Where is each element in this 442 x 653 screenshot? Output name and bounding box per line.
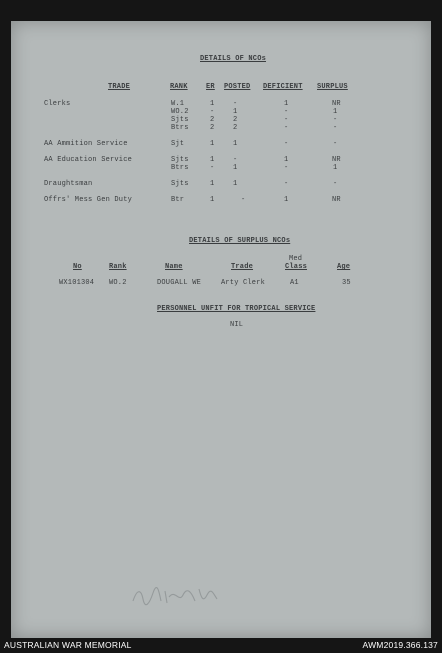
- table-row-deficient: 1: [284, 156, 289, 164]
- table-row-er: 1: [210, 196, 215, 204]
- table-row-trade: Arty Clerk: [221, 279, 266, 287]
- document-page: [11, 21, 431, 638]
- table-row-surplus: -: [333, 140, 338, 148]
- table-row-surplus: 1: [333, 164, 338, 172]
- table-row-surplus: NR: [332, 196, 341, 204]
- section1-title: DETAILS OF NCOs: [200, 55, 267, 63]
- footer-accession-number: AWM2019.366.137: [362, 640, 438, 650]
- table-row-deficient: -: [284, 180, 289, 188]
- table-row-posted: 2: [233, 116, 238, 124]
- header-age: Age: [337, 263, 351, 271]
- table-row-med-class: A1: [290, 279, 299, 287]
- table-row-er: 2: [210, 124, 215, 132]
- table-row-er: 1: [210, 180, 215, 188]
- table-row-trade: AA Education Service: [44, 156, 133, 164]
- table-row-posted: 1: [233, 108, 238, 116]
- table-row-rank: WO.2: [109, 279, 127, 287]
- table-row-rank: Sjt: [171, 140, 185, 148]
- table-row-surplus: NR: [332, 156, 341, 164]
- table-row-posted: 1: [233, 140, 238, 148]
- table-row-er: 1: [210, 100, 215, 108]
- table-row-posted: -: [233, 156, 238, 164]
- signature-mark: [129, 583, 219, 609]
- table-row-posted: -: [241, 196, 246, 204]
- table-row-surplus: 1: [333, 108, 338, 116]
- header-rank: RANK: [170, 83, 188, 91]
- table-row-age: 35: [342, 279, 351, 287]
- header-surplus: SURPLUS: [317, 83, 348, 91]
- table-row-trade: Draughtsman: [44, 180, 93, 188]
- section2-title: DETAILS OF SURPLUS NCOs: [189, 237, 291, 245]
- table-row-er: -: [210, 108, 215, 116]
- table-row-trade: Offrs' Mess Gen Duty: [44, 196, 133, 204]
- header-no: No: [73, 263, 82, 271]
- table-row-rank: Sjts: [171, 156, 189, 164]
- table-row-deficient: 1: [284, 196, 289, 204]
- table-row-posted: -: [233, 100, 238, 108]
- table-row-posted: 1: [233, 180, 238, 188]
- table-row-rank: Sjts: [171, 116, 189, 124]
- table-row-posted: 2: [233, 124, 238, 132]
- table-row-deficient: -: [284, 108, 289, 116]
- table-row-er: 1: [210, 140, 215, 148]
- table-row-rank: Btrs: [171, 164, 189, 172]
- table-row-surplus: -: [333, 180, 338, 188]
- header-er: ER: [206, 83, 215, 91]
- table-row-deficient: 1: [284, 100, 289, 108]
- header-deficient: DEFICIENT: [263, 83, 303, 91]
- section3-title: PERSONNEL UNFIT FOR TROPICAL SERVICE: [157, 305, 316, 313]
- header-rank2: Rank: [109, 263, 127, 271]
- table-row-rank: W.1: [171, 100, 185, 108]
- header-trade: TRADE: [108, 83, 131, 91]
- table-row-surplus: -: [333, 124, 338, 132]
- table-row-name: DOUGALL WE: [157, 279, 202, 287]
- header-med-line1: Med: [289, 255, 303, 263]
- table-row-deficient: -: [284, 140, 289, 148]
- table-row-rank: Btr: [171, 196, 185, 204]
- table-row-deficient: -: [284, 164, 289, 172]
- table-row-trade: AA Ammition Service: [44, 140, 128, 148]
- table-row-er: 2: [210, 116, 215, 124]
- table-row-er: -: [210, 164, 215, 172]
- table-row-er: 1: [210, 156, 215, 164]
- table-row-trade: Clerks: [44, 100, 71, 108]
- section3-value: NIL: [230, 321, 244, 329]
- table-row-rank: WO.2: [171, 108, 189, 116]
- table-row-surplus: NR: [332, 100, 341, 108]
- header-med-line2: Class: [285, 263, 308, 271]
- table-row-deficient: -: [284, 116, 289, 124]
- footer-institution: AUSTRALIAN WAR MEMORIAL: [4, 640, 132, 650]
- table-row-rank: Sjts: [171, 180, 189, 188]
- table-row-deficient: -: [284, 124, 289, 132]
- table-row-posted: 1: [233, 164, 238, 172]
- table-row-no: WX101304: [59, 279, 95, 287]
- table-row-rank: Btrs: [171, 124, 189, 132]
- table-row-surplus: -: [333, 116, 338, 124]
- header-posted: POSTED: [224, 83, 251, 91]
- header-name: Name: [165, 263, 183, 271]
- header-trade2: Trade: [231, 263, 254, 271]
